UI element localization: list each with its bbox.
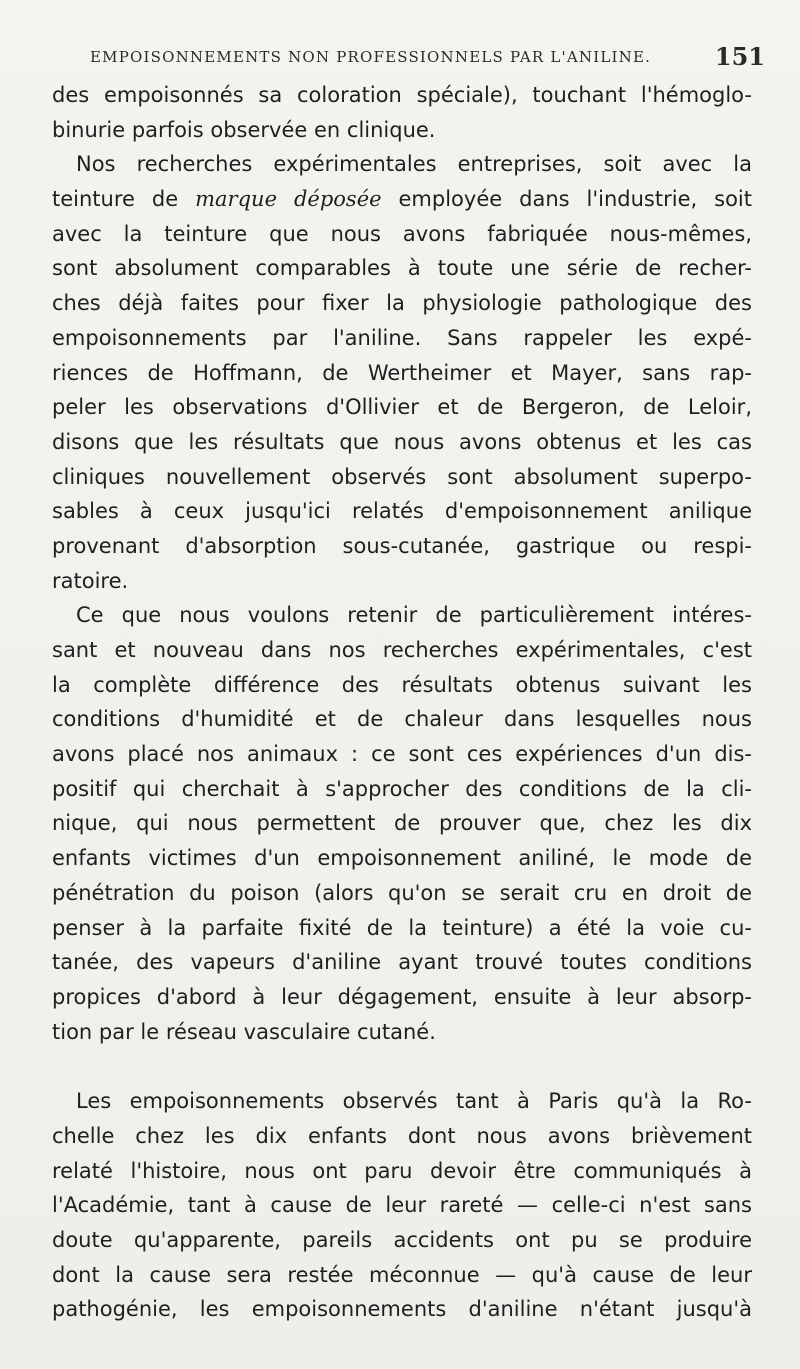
text-line: relaté l'histoire, nous ont paru devoir être communiqués à: [52, 1158, 752, 1183]
text-line: Les empoisonnements observés tant à Paris qu'à la Ro-: [76, 1089, 752, 1114]
text-line: propices d'abord à leur dégagement, ensuite à leur absorp-: [52, 984, 752, 1009]
paragraph-gap: [52, 1049, 752, 1084]
text-line: tion par le réseau vasculaire cutané.: [52, 1019, 436, 1044]
text-line: positif qui cherchait à s'approcher des conditions de la cli-: [52, 776, 752, 801]
text-line: Nos recherches expérimentales entreprises, soit avec la: [76, 152, 752, 177]
text-line: disons que les résultats que nous avons obtenus et les cas: [52, 429, 752, 454]
text-line: pathogénie, les empoisonnements d'aniline n'étant jusqu'à: [52, 1297, 752, 1322]
text-line: la complète différence des résultats obtenus suivant les: [52, 672, 752, 697]
text-line: binurie parfois observée en clinique.: [52, 117, 436, 142]
text-line: ches déjà faites pour fixer la physiologie pathologique des: [52, 291, 752, 316]
text-line: riences de Hoffmann, de Wertheimer et Mayer, sans rap-: [52, 360, 752, 385]
text-segment: employée dans l'industrie, soit: [381, 187, 752, 212]
text-line: tanée, des vapeurs d'aniline ayant trouvé toutes conditions: [52, 950, 752, 975]
text-line: sables à ceux jusqu'ici relatés d'empoisonnement anilique: [52, 499, 752, 524]
body-text: [52, 78, 752, 1327]
text-line: peler les observations d'Ollivier et de Bergeron, de Leloir,: [52, 395, 752, 420]
text-line: des empoisonnés sa coloration spéciale), touchant l'hémoglo-: [52, 83, 752, 107]
running-head-title: EMPOISONNEMENTS NON PROFESSIONNELS PAR L'ANILINE.: [90, 48, 652, 66]
text-line: sant et nouveau dans nos recherches expérimentales, c'est: [52, 638, 752, 662]
text-line: nique, qui nous permettent de prouver que, chez les dix: [52, 811, 752, 836]
text-line: empoisonnements par l'aniline. Sans rappeler les expé-: [52, 325, 752, 350]
text-line: [52, 182, 752, 217]
text-line: Ce que nous voulons retenir de particulièrement intéres-: [76, 603, 752, 628]
text-line: conditions d'humidité et de chaleur dans lesquelles nous: [52, 707, 752, 732]
text-line: doute qu'apparente, pareils accidents ont pu se produire: [52, 1228, 752, 1252]
text-segment: teinture de: [52, 187, 196, 212]
text-line: sont absolument comparables à toute une série de recher-: [52, 256, 752, 281]
text-line: avec la teinture que nous avons fabriquée nous-mêmes,: [52, 221, 752, 246]
text-line: l'Académie, tant à cause de leur rareté — celle-ci n'est sans: [52, 1193, 752, 1218]
text-line: enfants victimes d'un empoisonnement aniliné, le mode de: [52, 846, 752, 871]
page-number: 151: [714, 42, 765, 71]
running-header: [90, 42, 765, 72]
italic-phrase: marque déposée: [195, 187, 382, 212]
text-line: ratoire.: [52, 568, 129, 593]
text-line: avons placé nos animaux : ce sont ces expériences d'un dis-: [52, 742, 752, 767]
text-line: dont la cause sera restée méconnue — qu'à cause de leur: [52, 1262, 752, 1287]
text-line: provenant d'absorption sous-cutanée, gastrique ou respi-: [52, 533, 752, 558]
text-line: cliniques nouvellement observés sont absolument superpo-: [52, 464, 752, 489]
text-line: penser à la parfaite fixité de la teinture) a été la voie cu-: [52, 915, 752, 940]
text-line: chelle chez les dix enfants dont nous avons brièvement: [52, 1123, 752, 1148]
text-line: pénétration du poison (alors qu'on se serait cru en droit de: [52, 880, 752, 905]
